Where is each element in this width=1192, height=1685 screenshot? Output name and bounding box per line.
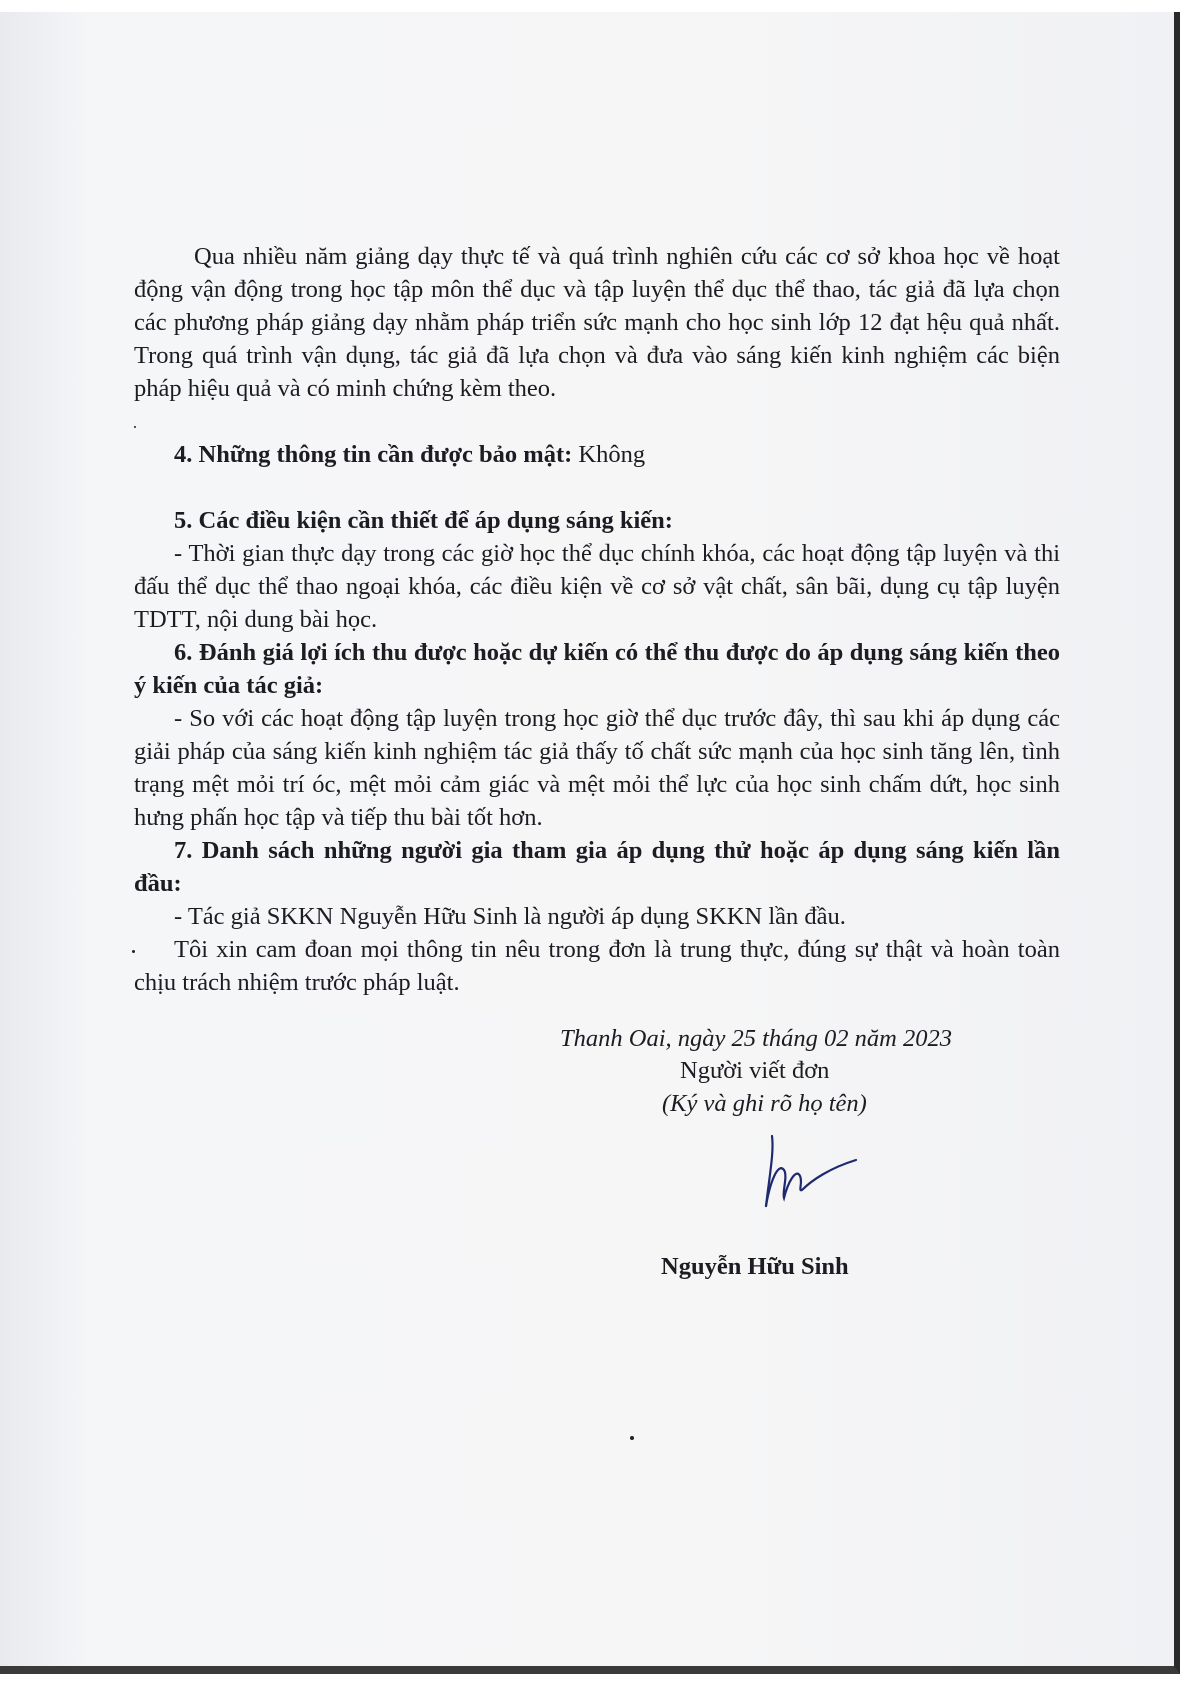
section-6-body: - So với các hoạt động tập luyện trong học giờ thể dục trước đây, thì sau khi áp dụng các giải pháp của sáng kiến kinh nghiệm tác giả thấy tố chất sức mạnh của học sinh tăng lên, tình trạng mệt mỏi trí óc, mệt mỏi cảm giác và mệt mỏi thể lực của học sinh chấm dứt, học sinh hưng phấn học tập và tiếp thu bài tốt hơn. [134,705,1060,831]
section-4-value: Không [572,441,646,468]
signature-note: (Ký và ghi rõ họ tên) [662,1090,867,1117]
speck [132,950,135,953]
signature-block [0,12,1180,1612]
writer-label: Người viết đơn [680,1057,830,1084]
handwritten-signature [760,1132,870,1212]
section-4-heading: 4. Những thông tin cần được bảo mật: [174,441,573,468]
speck [630,1436,634,1440]
intro-paragraph: Qua nhiều năm giảng dạy thực tế và quá trình nghiên cứu các cơ sở khoa học về hoạt động vận động trong học tập môn thể dục và tập luyện thể dục thể thao, tác giả đã lựa chọn các phương pháp giảng dạy nhằm pháp triển sức mạnh cho học sinh lớp 12 đạt hệu quả nhất. Trong quá trình vận dụng, tác giả đã lựa chọn và đưa vào sáng kiến kinh nghiệm các biện pháp hiệu quả và có minh chứng kèm theo. [134,243,1060,402]
speck [134,426,136,428]
document-page [0,12,1180,1674]
section-5-body: - Thời gian thực dạy trong các giờ học thể dục chính khóa, các hoạt động tập luyện và thi đấu thể dục thể thao ngoại khóa, các điều kiện về cơ sở vật chất, sân bãi, dụng cụ tập luyện TDTT, nội dung bài học. [134,540,1060,633]
place-date: Thanh Oai, ngày 25 tháng 02 năm 2023 [560,1025,952,1052]
section-5-heading-text: 5. Các điều kiện cần thiết để áp dụng sáng kiến: [174,507,673,534]
section-7-heading-text: 7. Danh sách những người gia tham gia áp dụng thử hoặc áp dụng sáng kiến lần đầu: [134,837,1060,897]
section-6-heading-text: 6. Đánh giá lợi ích thu được hoặc dự kiến có thể thu được do áp dụng sáng kiến theo ý kiến của tác giả: [134,639,1060,699]
section-7-body: - Tác giả SKKN Nguyễn Hữu Sinh là người áp dụng SKKN lần đầu. [174,903,846,930]
commitment-paragraph: Tôi xin cam đoan mọi thông tin nêu trong đơn là trung thực, đúng sự thật và hoàn toàn chịu trách nhiệm trước pháp luật. [134,936,1060,996]
signer-name: Nguyễn Hữu Sinh [661,1253,849,1280]
